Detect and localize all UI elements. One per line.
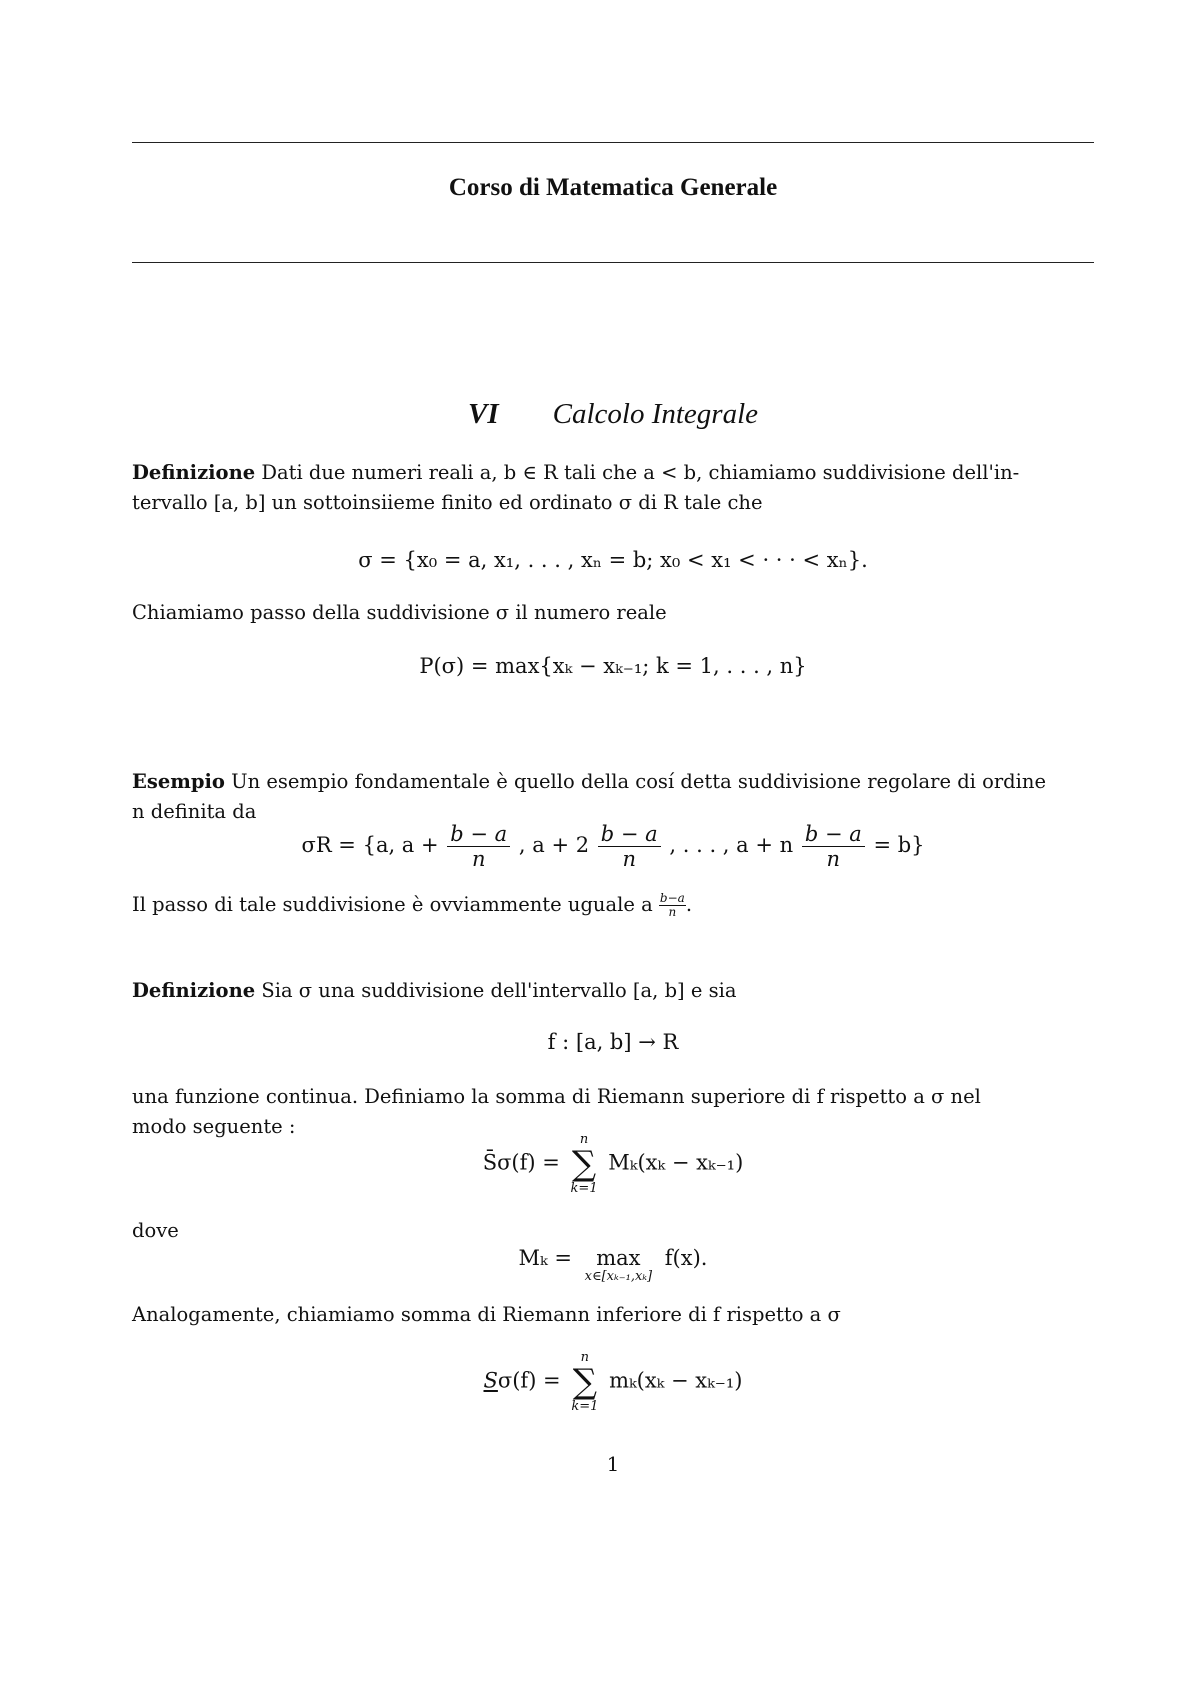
fraction-2-numerator: b − a (598, 822, 661, 847)
fraction-2 (598, 822, 661, 871)
regular-subdivision-equation (132, 822, 1094, 871)
lower-riemann-sum-equation (132, 1350, 1094, 1414)
example-paragraph (132, 767, 1094, 827)
definition-1-line-1 (132, 458, 1094, 488)
upper-sum-sigma (571, 1132, 598, 1196)
definition-2-line-3: modo seguente : (132, 1115, 296, 1138)
upper-sum-bottom-limit: k=1 (570, 1181, 598, 1196)
definition-2-lead: Definizione (132, 979, 256, 1002)
page-number: 1 (606, 1452, 620, 1476)
fraction-1-numerator: b − a (447, 822, 510, 847)
example-lead: Esempio (132, 770, 225, 793)
mk-max-operator (585, 1246, 652, 1284)
fraction-2-denominator: n (622, 847, 636, 871)
fraction-3-denominator: n (826, 847, 841, 871)
example-text-1: Un esempio fondamentale è quello della cosí detta suddivisione regolare di ordine (231, 770, 1046, 793)
lower-sum-rhs: mₖ(xₖ − xₖ₋₁) (609, 1368, 743, 1393)
regular-eq-left: σR = {a, a + (301, 833, 439, 857)
definition-1 (132, 458, 1094, 518)
mk-lhs: Mₖ = (518, 1246, 572, 1270)
step-intro-text: Chiamiamo passo della suddivisione σ il numero reale (132, 601, 667, 624)
regular-eq-mid-2: , . . . , a + n (669, 833, 794, 857)
definition-1-line-2: tervallo [a, b] un sottoinsiieme finito ed ordinato σ di R tale che (132, 491, 763, 514)
mk-rhs: f(x). (664, 1246, 708, 1270)
chapter-number: VI (467, 398, 499, 430)
lower-sum-bottom-limit: k=1 (571, 1399, 599, 1414)
step-fraction-numerator: b−a (659, 891, 685, 905)
sigma-icon: ∑ (572, 1362, 597, 1402)
step-fraction (659, 892, 686, 919)
regular-eq-right: = b} (873, 833, 925, 857)
mk-max-subscript: x∈[xₖ₋₁,xₖ] (584, 1269, 653, 1284)
definition-2-text-1: Sia σ una suddivisione dell'intervallo [a, b] e sia (261, 979, 737, 1002)
chapter-heading (132, 398, 1094, 431)
chapter-title: Calcolo Integrale (552, 398, 759, 430)
example-line-2: n definita da (132, 800, 257, 823)
mk-equation (132, 1246, 1094, 1284)
definition-1-text-1: Dati due numeri reali a, b ∈ R tali che a < b, chiamiamo suddivisione dell'in- (261, 461, 1020, 484)
upper-sum-rhs: Mₖ(xₖ − xₖ₋₁) (608, 1150, 744, 1175)
subdivision-equation: σ = {x₀ = a, x₁, . . . , xₙ = b; x₀ < x₁ < · · · < xₙ}. (358, 548, 868, 572)
lower-sum-sigma (571, 1350, 598, 1414)
fraction-3 (802, 822, 865, 871)
function-equation: f : [a, b] → R (547, 1030, 679, 1054)
header-bottom-rule (132, 262, 1094, 263)
lower-sum-lhs-rest: σ(f) = (497, 1368, 561, 1393)
upper-sum-lhs: S̄σ(f) = (482, 1150, 560, 1175)
top-rule (132, 142, 1094, 143)
example-step-line (132, 890, 1094, 920)
step-fraction-denominator: n (668, 905, 677, 919)
mk-max: max (596, 1246, 641, 1270)
definition-2-line-2: una funzione continua. Definiamo la somma di Riemann superiore di f rispetto a σ nel (132, 1085, 981, 1108)
course-title: Corso di Matematica Generale (448, 174, 778, 201)
lower-sum-intro: Analogamente, chiamiamo somma di Riemann inferiore di f rispetto a σ (132, 1303, 841, 1326)
upper-sum-top-limit: n (579, 1132, 589, 1147)
example-step-text: Il passo di tale suddivisione è ovviammente uguale a (132, 893, 653, 916)
example-line-1 (132, 767, 1094, 797)
dove-text: dove (132, 1219, 179, 1242)
step-equation: P(σ) = max{xₖ − xₖ₋₁; k = 1, . . . , n} (419, 654, 807, 678)
lower-sum-s: S (483, 1368, 498, 1393)
regular-eq-mid-1: , a + 2 (518, 833, 590, 857)
definition-1-lead: Definizione (132, 461, 256, 484)
fraction-1-denominator: n (471, 847, 486, 871)
sigma-icon: ∑ (571, 1144, 597, 1184)
example-step-end: . (685, 893, 693, 916)
fraction-1 (447, 822, 510, 871)
fraction-3-numerator: b − a (802, 822, 865, 847)
definition-2-line-1 (132, 976, 1094, 1006)
upper-riemann-sum-equation (132, 1132, 1094, 1196)
lower-sum-top-limit: n (580, 1350, 590, 1365)
